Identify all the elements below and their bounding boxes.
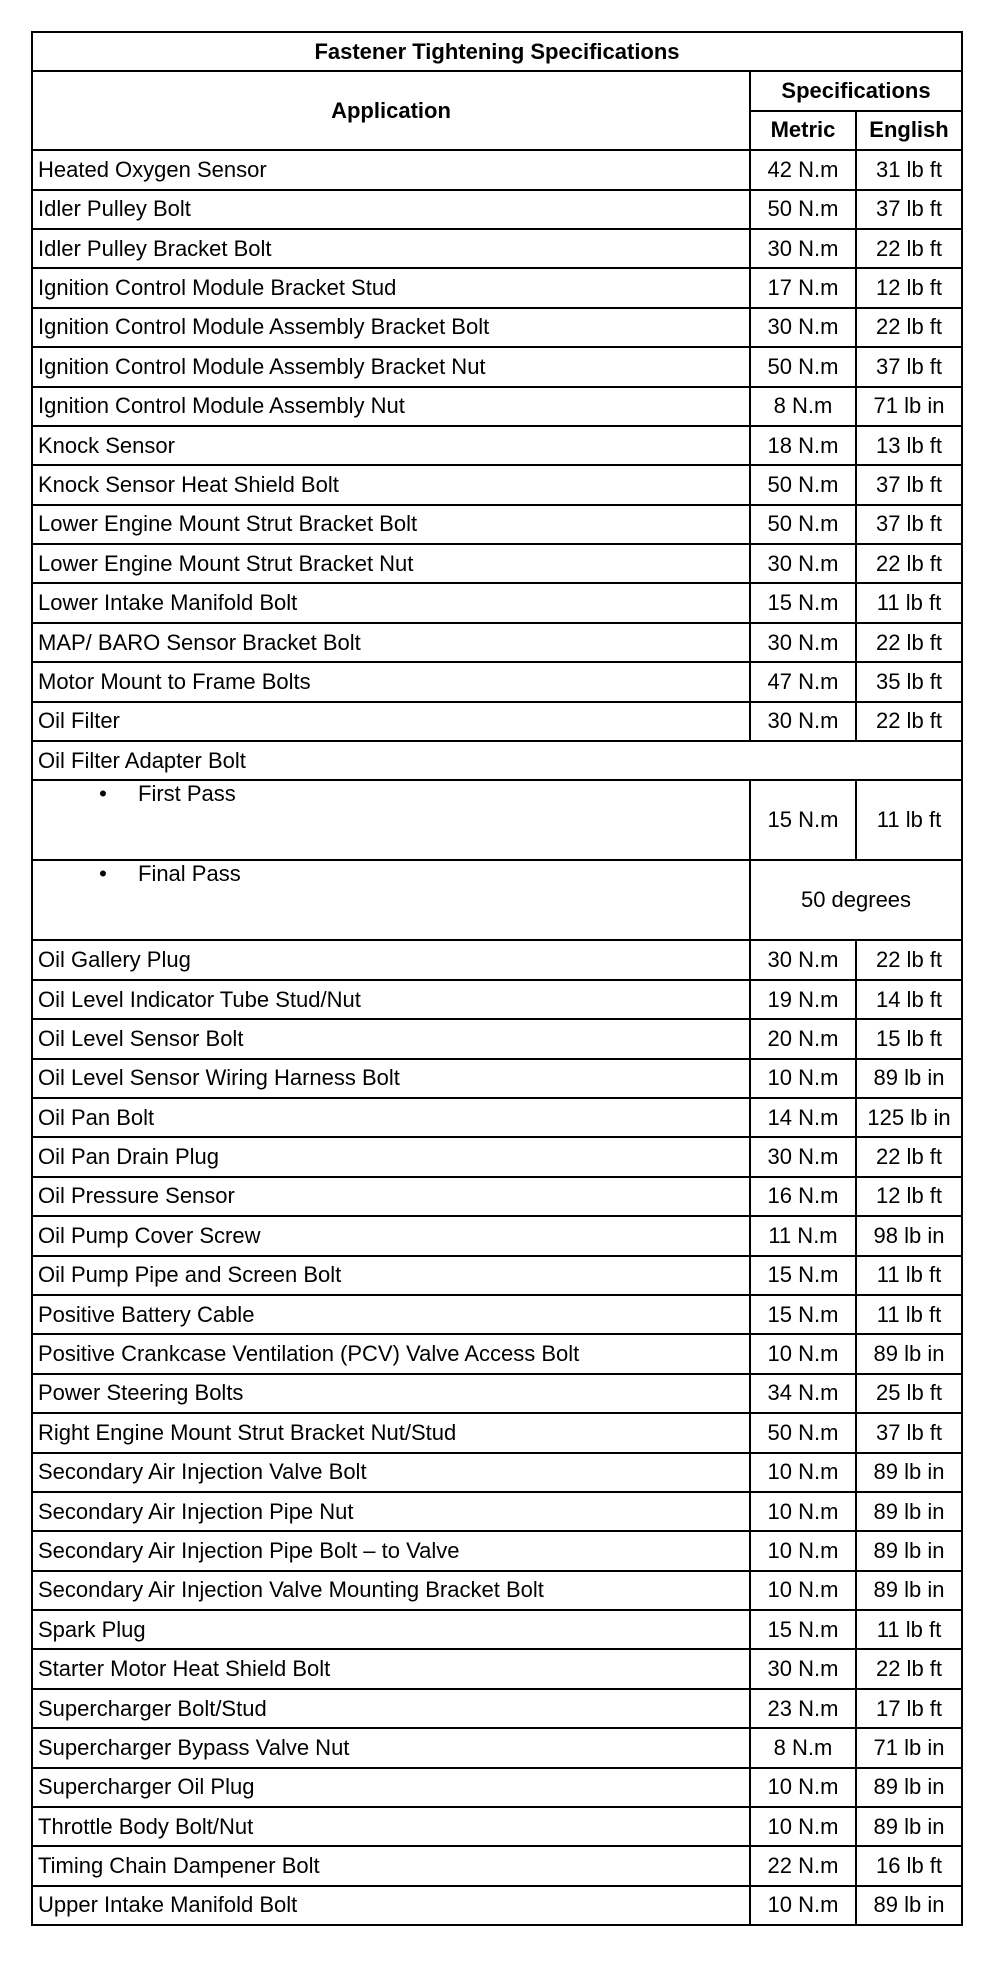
metric-cell: 8 N.m (750, 387, 856, 426)
table-row (32, 1413, 962, 1452)
table-row (32, 1453, 962, 1492)
group-label: Oil Filter Adapter Bolt (32, 741, 962, 780)
table-row (32, 1571, 962, 1610)
application-cell: Oil Pan Drain Plug (32, 1137, 750, 1176)
metric-cell: 23 N.m (750, 1689, 856, 1728)
metric-cell: 10 N.m (750, 1571, 856, 1610)
application-cell: Supercharger Oil Plug (32, 1768, 750, 1807)
english-cell: 89 lb in (856, 1807, 962, 1846)
english-cell: 25 lb ft (856, 1374, 962, 1413)
metric-cell: 42 N.m (750, 150, 856, 189)
spec-rows-after (32, 940, 962, 1925)
english-cell: 31 lb ft (856, 150, 962, 189)
english-cell: 22 lb ft (856, 702, 962, 741)
table-row (32, 190, 962, 229)
table-row (32, 980, 962, 1019)
application-cell: Spark Plug (32, 1610, 750, 1649)
application-cell: Ignition Control Module Assembly Bracket Bolt (32, 308, 750, 347)
metric-cell: 15 N.m (750, 1610, 856, 1649)
table-row (32, 1098, 962, 1137)
metric-cell: 47 N.m (750, 662, 856, 701)
application-cell: Oil Gallery Plug (32, 940, 750, 979)
header-row-1 (32, 71, 962, 110)
metric-cell: 10 N.m (750, 1453, 856, 1492)
title-row (32, 32, 962, 71)
table-row (32, 1807, 962, 1846)
table-row (32, 1059, 962, 1098)
english-cell: 12 lb ft (856, 1177, 962, 1216)
metric-cell: 17 N.m (750, 268, 856, 307)
first-pass-label-cell (32, 780, 750, 860)
application-cell: Secondary Air Injection Pipe Bolt – to Valve (32, 1531, 750, 1570)
table-row (32, 1177, 962, 1216)
application-cell: Secondary Air Injection Valve Bolt (32, 1453, 750, 1492)
english-cell: 14 lb ft (856, 980, 962, 1019)
english-cell: 37 lb ft (856, 465, 962, 504)
english-cell: 11 lb ft (856, 1610, 962, 1649)
english-cell: 125 lb in (856, 1098, 962, 1137)
metric-cell: 8 N.m (750, 1728, 856, 1767)
english-header: English (856, 111, 962, 150)
first-pass-label: First Pass (138, 781, 236, 807)
metric-cell: 50 N.m (750, 190, 856, 229)
application-cell: Secondary Air Injection Valve Mounting Bracket Bolt (32, 1571, 750, 1610)
table-row (32, 1649, 962, 1688)
english-cell: 11 lb ft (856, 1295, 962, 1334)
metric-cell: 16 N.m (750, 1177, 856, 1216)
application-cell: Ignition Control Module Assembly Bracket Nut (32, 347, 750, 386)
application-cell: Oil Pump Pipe and Screen Bolt (32, 1256, 750, 1295)
application-cell: Oil Level Sensor Wiring Harness Bolt (32, 1059, 750, 1098)
metric-cell: 50 N.m (750, 1413, 856, 1452)
metric-cell: 30 N.m (750, 702, 856, 741)
table-row (32, 505, 962, 544)
application-cell: Oil Pan Bolt (32, 1098, 750, 1137)
english-cell: 89 lb in (856, 1059, 962, 1098)
table-row (32, 940, 962, 979)
english-cell: 37 lb ft (856, 505, 962, 544)
application-cell: Right Engine Mount Strut Bracket Nut/Stud (32, 1413, 750, 1452)
specifications-header: Specifications (750, 71, 962, 110)
english-cell: 22 lb ft (856, 544, 962, 583)
first-pass-english: 11 lb ft (856, 780, 962, 860)
application-cell: MAP/ BARO Sensor Bracket Bolt (32, 623, 750, 662)
table-row (32, 308, 962, 347)
metric-cell: 30 N.m (750, 1649, 856, 1688)
table-row (32, 1886, 962, 1925)
english-cell: 89 lb in (856, 1334, 962, 1373)
english-cell: 22 lb ft (856, 623, 962, 662)
english-cell: 98 lb in (856, 1216, 962, 1255)
english-cell: 13 lb ft (856, 426, 962, 465)
first-pass-row (32, 780, 962, 860)
english-cell: 22 lb ft (856, 940, 962, 979)
table-row (32, 1610, 962, 1649)
metric-cell: 15 N.m (750, 583, 856, 622)
english-cell: 71 lb in (856, 387, 962, 426)
table-row (32, 1374, 962, 1413)
english-cell: 89 lb in (856, 1531, 962, 1570)
english-cell: 35 lb ft (856, 662, 962, 701)
table-row (32, 623, 962, 662)
table-row (32, 702, 962, 741)
metric-cell: 18 N.m (750, 426, 856, 465)
metric-cell: 30 N.m (750, 308, 856, 347)
english-cell: 12 lb ft (856, 268, 962, 307)
table-row (32, 1492, 962, 1531)
metric-cell: 10 N.m (750, 1531, 856, 1570)
table-row (32, 583, 962, 622)
application-header: Application (32, 71, 750, 150)
application-cell: Upper Intake Manifold Bolt (32, 1886, 750, 1925)
application-cell: Heated Oxygen Sensor (32, 150, 750, 189)
application-cell: Throttle Body Bolt/Nut (32, 1807, 750, 1846)
metric-cell: 15 N.m (750, 1256, 856, 1295)
metric-cell: 50 N.m (750, 505, 856, 544)
spec-rows-before (32, 150, 962, 741)
application-cell: Idler Pulley Bracket Bolt (32, 229, 750, 268)
metric-cell: 20 N.m (750, 1019, 856, 1058)
application-cell: Starter Motor Heat Shield Bolt (32, 1649, 750, 1688)
english-cell: 11 lb ft (856, 583, 962, 622)
english-cell: 17 lb ft (856, 1689, 962, 1728)
table-row (32, 465, 962, 504)
english-cell: 89 lb in (856, 1768, 962, 1807)
application-cell: Positive Crankcase Ventilation (PCV) Valve Access Bolt (32, 1334, 750, 1373)
table-row (32, 1019, 962, 1058)
table-row (32, 347, 962, 386)
english-cell: 37 lb ft (856, 347, 962, 386)
final-pass-label: Final Pass (138, 861, 241, 887)
table-row (32, 426, 962, 465)
table-row (32, 268, 962, 307)
english-cell: 15 lb ft (856, 1019, 962, 1058)
final-pass-label-cell (32, 860, 750, 940)
metric-cell: 30 N.m (750, 544, 856, 583)
bullet-icon: • (99, 781, 107, 807)
application-cell: Oil Level Sensor Bolt (32, 1019, 750, 1058)
table-row (32, 229, 962, 268)
application-cell: Ignition Control Module Assembly Nut (32, 387, 750, 426)
metric-cell: 10 N.m (750, 1334, 856, 1373)
table-row (32, 1216, 962, 1255)
table-row (32, 387, 962, 426)
first-pass-metric: 15 N.m (750, 780, 856, 860)
application-cell: Ignition Control Module Bracket Stud (32, 268, 750, 307)
application-cell: Power Steering Bolts (32, 1374, 750, 1413)
english-cell: 37 lb ft (856, 1413, 962, 1452)
table-row (32, 1768, 962, 1807)
english-cell: 89 lb in (856, 1571, 962, 1610)
application-cell: Lower Engine Mount Strut Bracket Bolt (32, 505, 750, 544)
metric-cell: 10 N.m (750, 1886, 856, 1925)
application-cell: Knock Sensor Heat Shield Bolt (32, 465, 750, 504)
application-cell: Idler Pulley Bolt (32, 190, 750, 229)
application-cell: Oil Filter (32, 702, 750, 741)
english-cell: 22 lb ft (856, 1649, 962, 1688)
metric-cell: 10 N.m (750, 1059, 856, 1098)
application-cell: Motor Mount to Frame Bolts (32, 662, 750, 701)
english-cell: 89 lb in (856, 1492, 962, 1531)
application-cell: Supercharger Bypass Valve Nut (32, 1728, 750, 1767)
table-row (32, 1256, 962, 1295)
english-cell: 37 lb ft (856, 190, 962, 229)
metric-cell: 10 N.m (750, 1492, 856, 1531)
application-cell: Lower Intake Manifold Bolt (32, 583, 750, 622)
application-cell: Supercharger Bolt/Stud (32, 1689, 750, 1728)
application-cell: Oil Level Indicator Tube Stud/Nut (32, 980, 750, 1019)
english-cell: 22 lb ft (856, 308, 962, 347)
application-cell: Oil Pressure Sensor (32, 1177, 750, 1216)
table-row (32, 150, 962, 189)
application-cell: Knock Sensor (32, 426, 750, 465)
metric-cell: 30 N.m (750, 623, 856, 662)
metric-cell: 30 N.m (750, 229, 856, 268)
bullet-icon: • (99, 861, 107, 887)
group-label-row (32, 741, 962, 780)
application-cell: Timing Chain Dampener Bolt (32, 1846, 750, 1885)
metric-cell: 10 N.m (750, 1807, 856, 1846)
table-row (32, 1531, 962, 1570)
final-pass-value: 50 degrees (750, 860, 962, 940)
table-row (32, 1846, 962, 1885)
metric-cell: 10 N.m (750, 1768, 856, 1807)
english-cell: 89 lb in (856, 1453, 962, 1492)
metric-cell: 22 N.m (750, 1846, 856, 1885)
oil-filter-adapter-group (32, 741, 962, 940)
application-cell: Positive Battery Cable (32, 1295, 750, 1334)
metric-header: Metric (750, 111, 856, 150)
final-pass-row (32, 860, 962, 940)
table-row (32, 1295, 962, 1334)
application-cell: Oil Pump Cover Screw (32, 1216, 750, 1255)
metric-cell: 50 N.m (750, 465, 856, 504)
english-cell: 16 lb ft (856, 1846, 962, 1885)
metric-cell: 11 N.m (750, 1216, 856, 1255)
english-cell: 71 lb in (856, 1728, 962, 1767)
metric-cell: 50 N.m (750, 347, 856, 386)
table-row (32, 1689, 962, 1728)
metric-cell: 34 N.m (750, 1374, 856, 1413)
table-row (32, 1334, 962, 1373)
table-row (32, 1137, 962, 1176)
table-row (32, 662, 962, 701)
application-cell: Secondary Air Injection Pipe Nut (32, 1492, 750, 1531)
metric-cell: 19 N.m (750, 980, 856, 1019)
application-cell: Lower Engine Mount Strut Bracket Nut (32, 544, 750, 583)
metric-cell: 14 N.m (750, 1098, 856, 1137)
english-cell: 89 lb in (856, 1886, 962, 1925)
english-cell: 11 lb ft (856, 1256, 962, 1295)
table-title: Fastener Tightening Specifications (32, 32, 962, 71)
english-cell: 22 lb ft (856, 229, 962, 268)
table-row (32, 544, 962, 583)
metric-cell: 30 N.m (750, 940, 856, 979)
english-cell: 22 lb ft (856, 1137, 962, 1176)
fastener-spec-table (31, 31, 963, 1926)
table-row (32, 1728, 962, 1767)
metric-cell: 30 N.m (750, 1137, 856, 1176)
metric-cell: 15 N.m (750, 1295, 856, 1334)
